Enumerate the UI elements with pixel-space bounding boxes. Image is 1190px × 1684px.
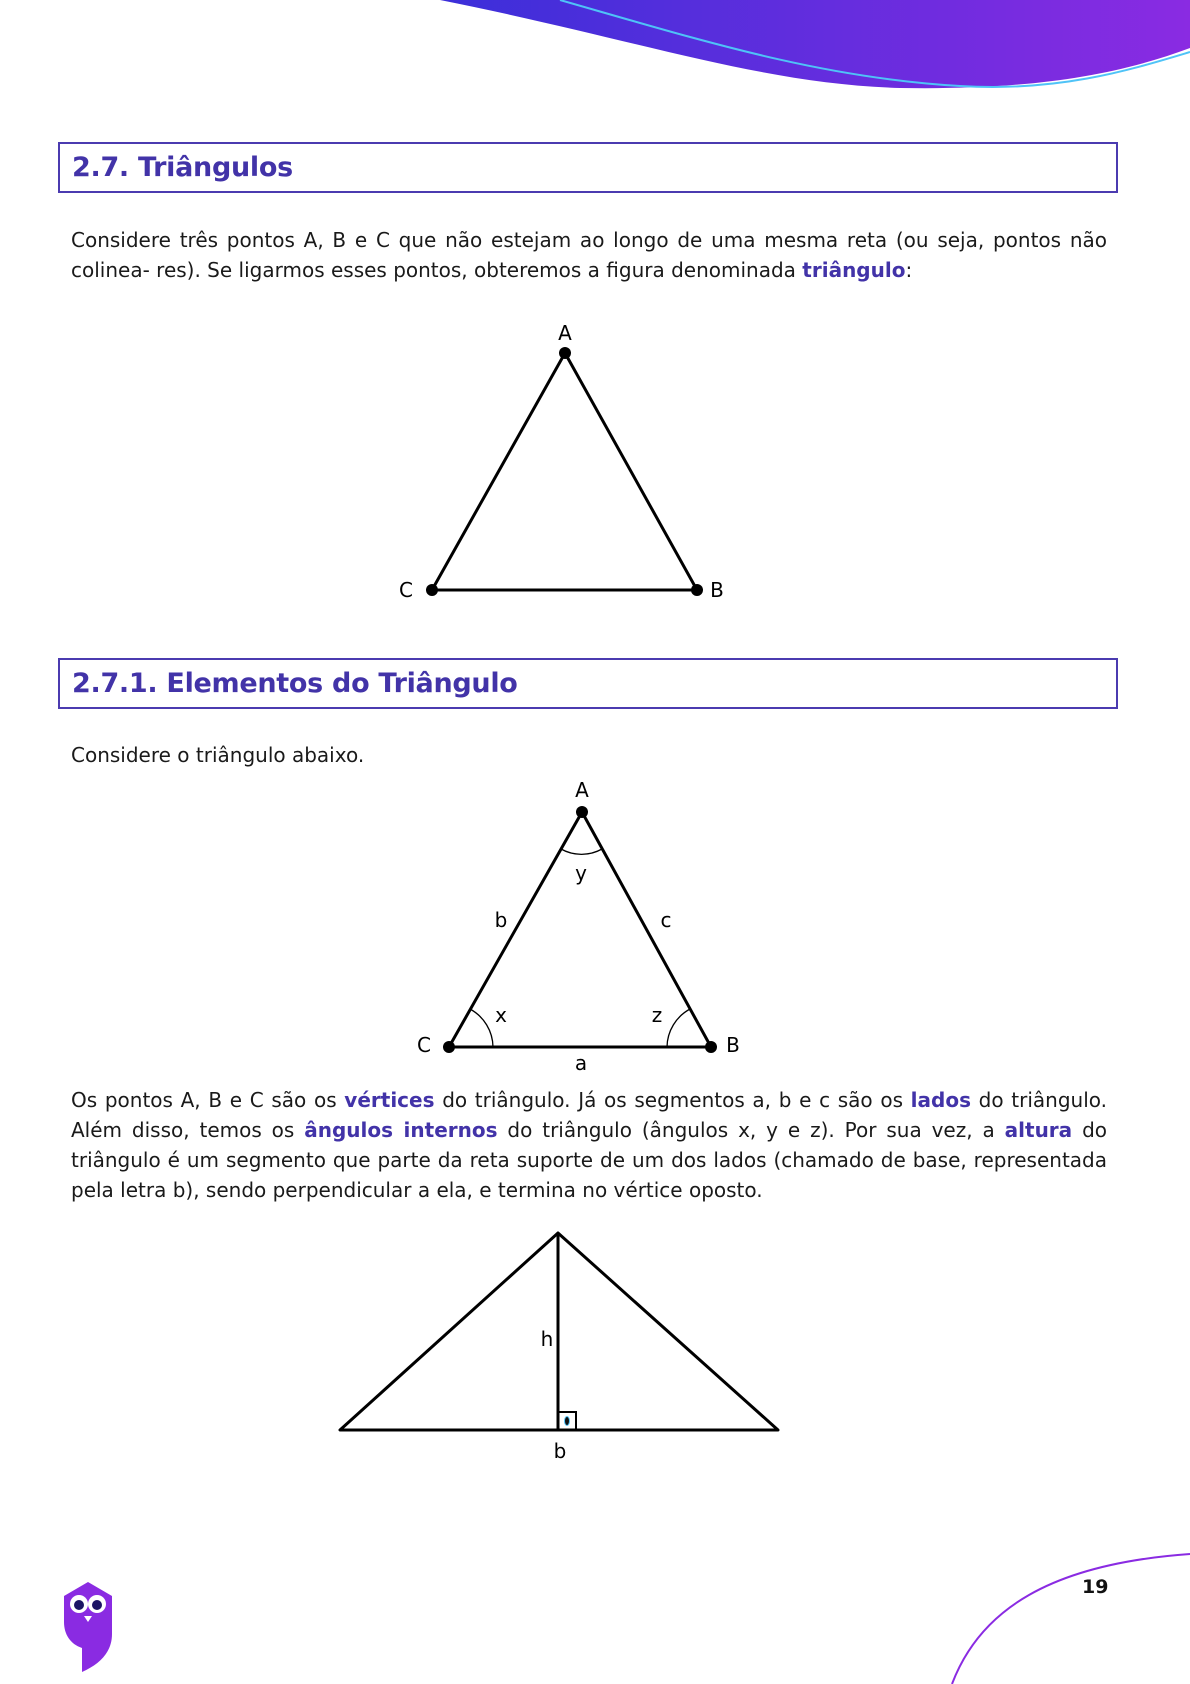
vertex-label-c: C: [399, 578, 413, 602]
section-title: 2.7. Triângulos: [72, 152, 293, 183]
vertex-point: [443, 1041, 455, 1053]
vertex-label-b: B: [710, 578, 724, 602]
section-heading-box: [58, 142, 1118, 193]
triangle-figure: [380, 315, 740, 605]
header-wave-decoration: [0, 0, 1190, 100]
side-label-a: a: [574, 1051, 588, 1075]
angle-arc-y: [561, 849, 602, 854]
vertex-label-b: B: [726, 1033, 740, 1057]
triangle-elements-figure: [400, 775, 760, 1080]
triangle-height-figure: [330, 1225, 790, 1470]
paragraph-text: Os pontos A, B e C são os: [71, 1088, 345, 1112]
highlight-term: triângulo: [802, 258, 906, 282]
angle-label-y: y: [575, 861, 587, 885]
vertex-label-c: C: [417, 1033, 431, 1057]
highlight-term: ângulos internos: [304, 1118, 498, 1142]
vertex-point: [576, 806, 588, 818]
intro-paragraph: [71, 225, 1107, 285]
intro-line: Considere o triângulo abaixo.: [71, 743, 365, 767]
paragraph-text: do triângulo. Já os segmentos a, b e c são os: [434, 1088, 911, 1112]
elements-paragraph: [71, 1085, 1107, 1205]
paragraph-text: do triângulo. Além disso, temos os: [71, 1088, 1107, 1142]
paragraph-text: do triângulo (ângulos x, y e z). Por sua vez, a: [497, 1118, 1005, 1142]
page-number: 19: [1082, 1576, 1109, 1598]
vertex-label-a: A: [558, 321, 572, 345]
vertex-label-a: A: [575, 778, 589, 802]
angle-label-z: z: [651, 1003, 663, 1027]
footer-corner-decoration: [940, 1550, 1190, 1684]
right-angle-dot: [565, 1417, 570, 1426]
paragraph-text: :: [905, 258, 913, 282]
vertex-point: [705, 1041, 717, 1053]
highlight-term: lados: [910, 1088, 971, 1112]
height-label: h: [540, 1327, 554, 1351]
angle-label-x: x: [495, 1003, 507, 1027]
subsection-heading-box: [58, 658, 1118, 709]
highlight-term: vértices: [344, 1088, 435, 1112]
paragraph-text: do triângulo é um segmento que parte da reta suporte de um dos lados (chamado de base, representada pela letra b), sendo perpendicular a ela, e termina no vértice oposto.: [71, 1118, 1107, 1202]
vertex-point: [559, 347, 571, 359]
side-label-c: c: [660, 908, 672, 932]
subsection-title: 2.7.1. Elementos do Triângulo: [72, 668, 518, 699]
paragraph-text: Considere três pontos A, B e C que não estejam ao longo de uma mesma reta (ou seja, pontos não colinea- res). Se ligarmos esses pontos, obteremos a figura denominada: [71, 228, 1107, 282]
owl-logo-icon: [60, 1578, 116, 1676]
vertex-point: [426, 584, 438, 596]
base-label: b: [553, 1439, 567, 1463]
vertex-point: [691, 584, 703, 596]
side-label-b: b: [494, 908, 508, 932]
angle-arc-z: [667, 1009, 690, 1047]
highlight-term: altura: [1004, 1118, 1073, 1142]
angle-arc-x: [470, 1009, 493, 1047]
